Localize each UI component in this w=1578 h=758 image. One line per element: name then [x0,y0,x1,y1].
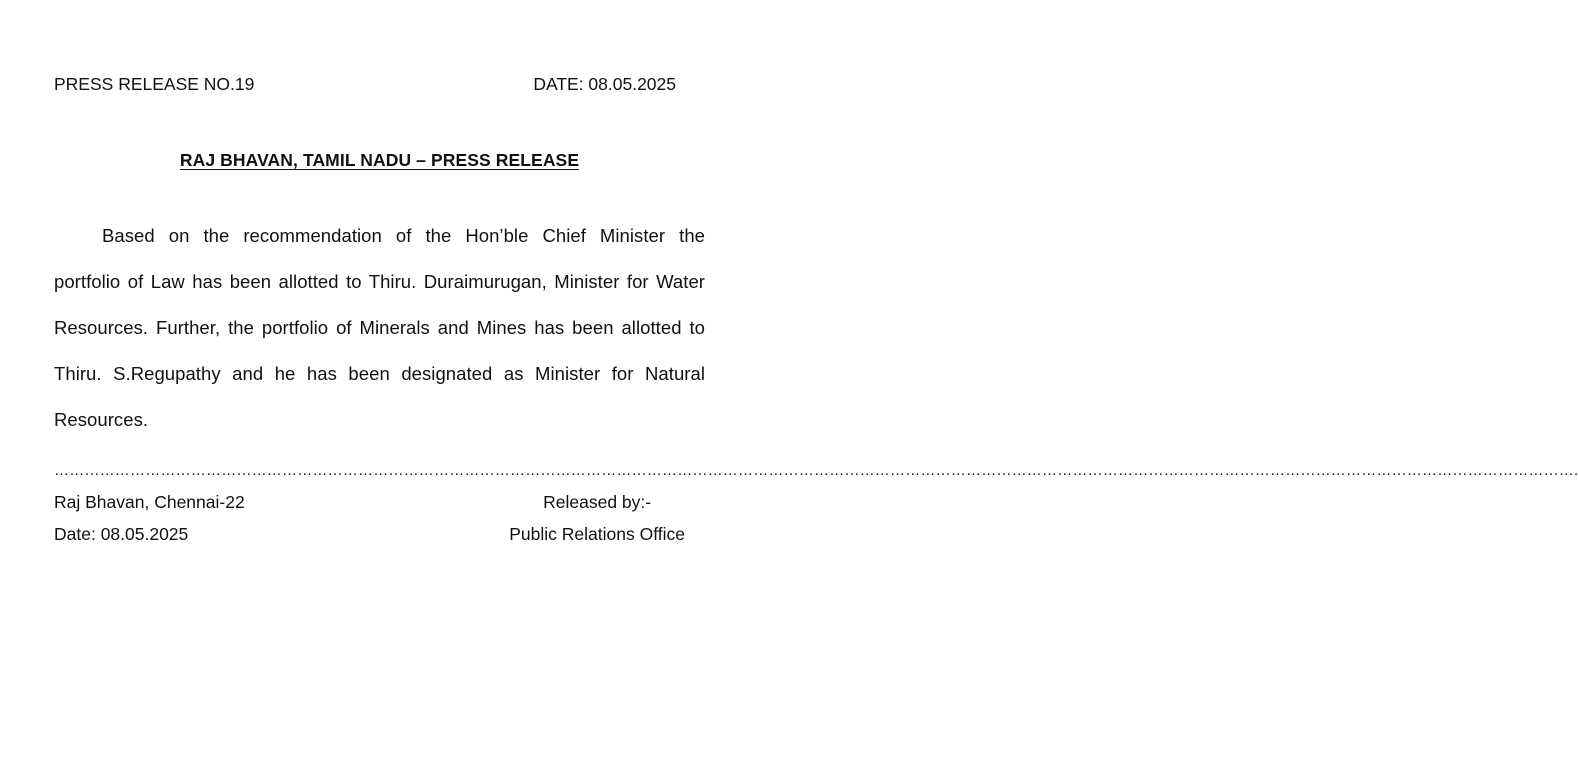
header-date: DATE: 08.05.2025 [533,74,676,94]
press-release-number: PRESS RELEASE NO.19 [54,74,255,94]
released-by-label: Released by:- [543,491,652,512]
footer-date: Date: 08.05.2025 [54,523,189,544]
footer-right-column [509,486,705,550]
document-header [54,72,705,96]
footer-place: Raj Bhavan, Chennai-22 [54,491,245,512]
releasing-office: Public Relations Office [509,523,685,544]
dotted-divider: …………………………………………………………………………………………………………………………………………………………………………………………………………………………………………………………………………. [54,461,1578,479]
footer-left-column [54,486,245,550]
press-release-document [54,72,1578,550]
body-paragraph: Based on the recommendation of the Hon’ble Chief Minister the portfolio of Law has been allotted to Thiru. Duraimurugan, Minister for Water Resources. Further, the portfolio of Minerals and Mines has been allotted to Thiru. S.Regupathy and he has been designated as Minister for Natural Resources. [54,225,705,430]
title-container [54,148,705,172]
document-title: RAJ BHAVAN, TAMIL NADU – PRESS RELEASE [179,150,580,170]
document-footer [54,486,705,550]
